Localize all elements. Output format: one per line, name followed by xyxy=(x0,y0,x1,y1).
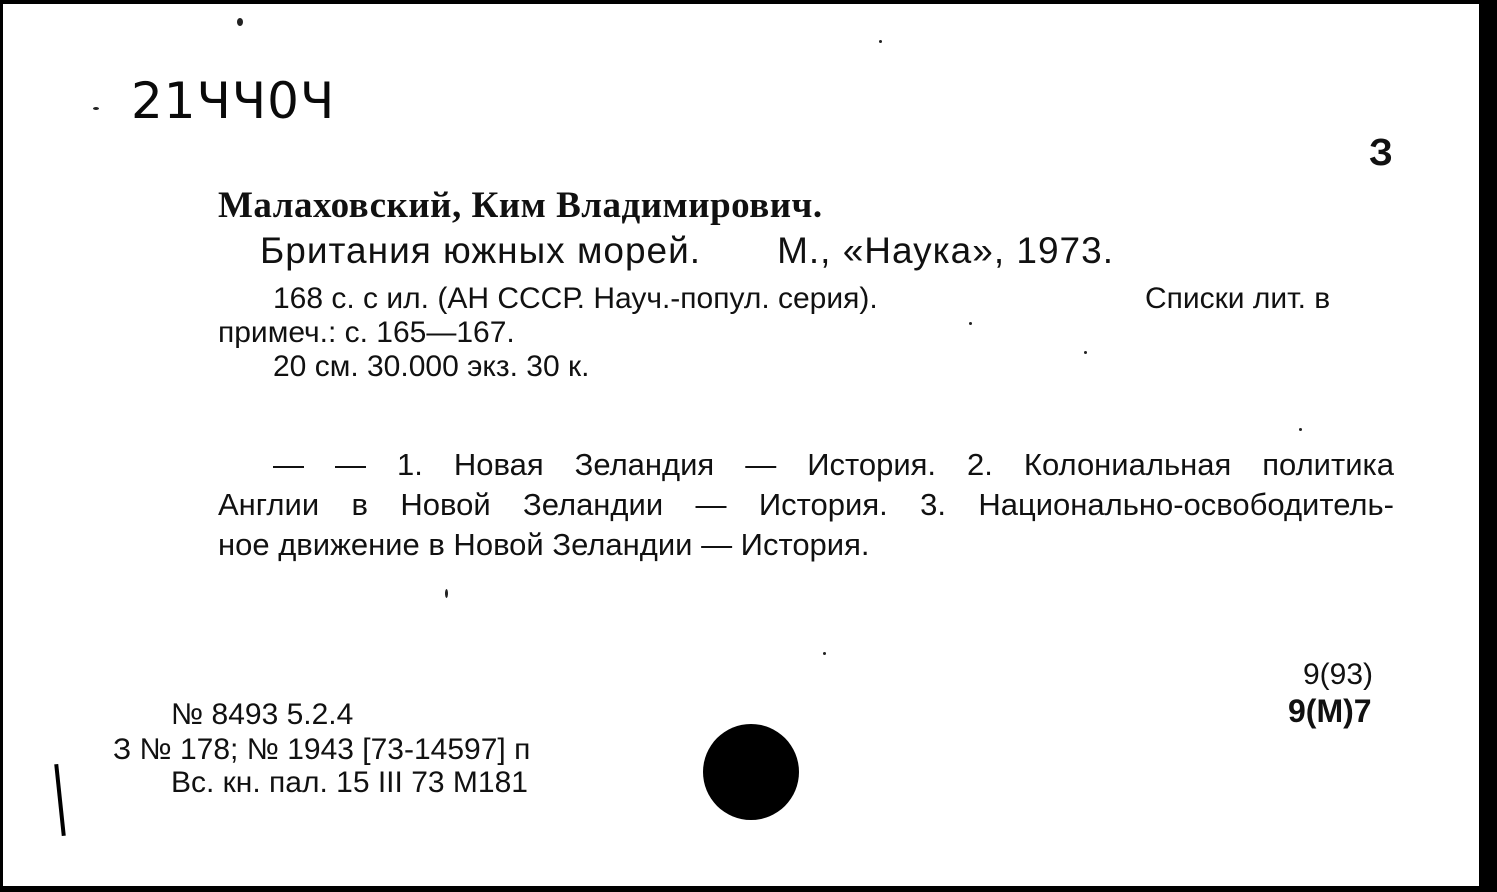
ink-speck xyxy=(237,18,243,26)
pen-stroke-mark xyxy=(54,764,66,836)
classification-secondary: 9(М)7 xyxy=(1288,693,1372,729)
catalog-card xyxy=(3,4,1479,886)
classification-primary: 9(93) xyxy=(1303,658,1374,691)
notes-pages: примеч.: с. 165—167. xyxy=(218,316,515,349)
subject-line: Англии в Новой Зеландии — История. 3. Национально-освободитель- xyxy=(218,487,1394,522)
book-title: Британия южных морей. xyxy=(260,230,702,271)
author-heading: Малаховский, Ким Владимирович. xyxy=(218,185,823,226)
section-mark: З xyxy=(1369,132,1393,174)
ink-speck xyxy=(969,322,972,325)
ink-speck xyxy=(445,589,448,598)
handwritten-accession-number: 21ЧЧ0Ч xyxy=(131,72,336,130)
punch-hole xyxy=(703,724,799,820)
title-imprint-line xyxy=(260,230,1114,272)
imprint: М., «Наука», 1973. xyxy=(777,230,1114,271)
ink-speck xyxy=(1299,428,1302,431)
registration-number: № 8493 5.2.4 xyxy=(171,698,354,731)
ink-speck xyxy=(823,652,826,655)
ink-speck xyxy=(1084,351,1087,354)
subject-line: — — 1. Новая Зеландия — История. 2. Колониальная политика xyxy=(273,447,1394,482)
subject-line: ное движение в Новой Зеландии — История. xyxy=(218,527,870,562)
size-price: 20 см. 30.000 экз. 30 к. xyxy=(273,350,590,383)
chamber-record: Вс. кн. пал. 15 III 73 М181 xyxy=(171,766,528,799)
ink-speck xyxy=(879,40,882,43)
order-numbers: З № 178; № 1943 [73-14597] п xyxy=(113,733,531,766)
subject-headings xyxy=(218,445,1394,565)
ink-speck xyxy=(93,107,99,110)
bibliography-note: Списки лит. в xyxy=(1145,282,1331,315)
physical-description: 168 с. с ил. (АН СССР. Науч.-попул. серия). xyxy=(273,282,878,315)
